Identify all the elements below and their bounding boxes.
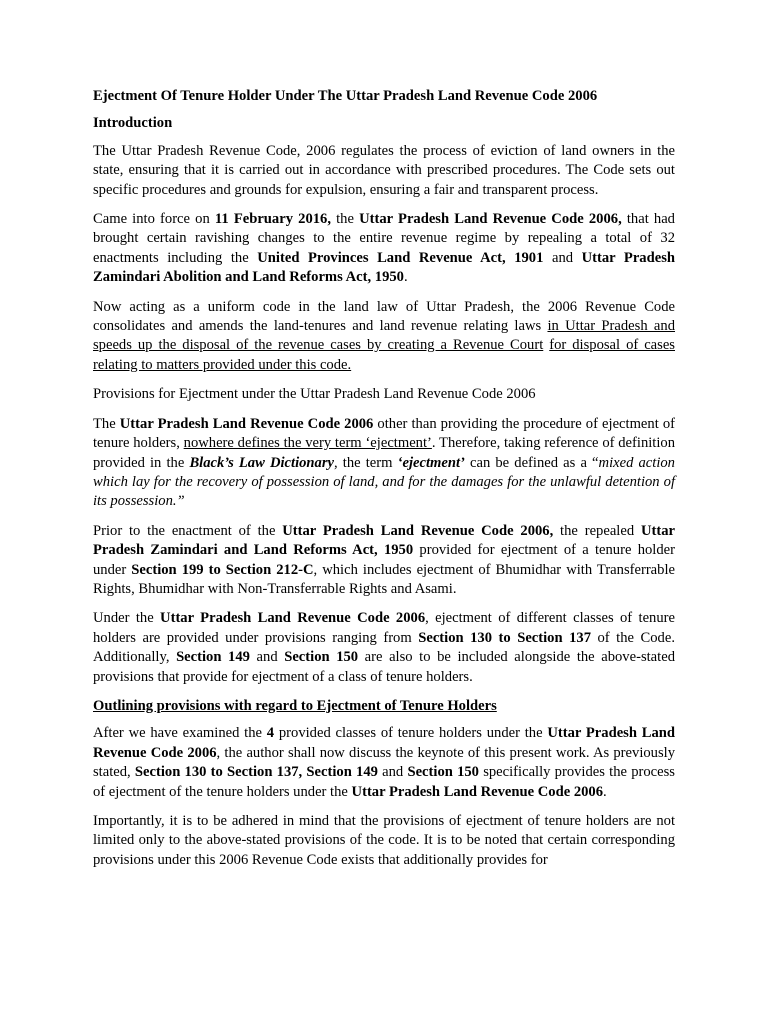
code-name-bold: Uttar Pradesh Land Revenue Code 2006: [160, 610, 426, 627]
text-run: specifically provides the process of ejectment of the tenure holders under the: [93, 764, 675, 800]
code-name-bold: Uttar Pradesh Land Revenue Code 2006: [93, 725, 676, 761]
code-name-bold: Uttar Pradesh Land Revenue Code 2006: [351, 783, 604, 800]
paragraph-provisions-heading: Provisions for Ejectment under the Uttar Pradesh Land Revenue Code 2006: [93, 386, 536, 403]
text-run: can be defined as a “: [464, 454, 599, 471]
text-run: are also to be included alongside the above-stated provisions that provide for ejectment of a class of tenure holders.: [93, 649, 675, 685]
text-run: .: [603, 783, 607, 800]
paragraph-definition: [93, 415, 675, 512]
text-run: and: [249, 649, 285, 666]
paragraph-prior-enactment: [93, 522, 675, 600]
text-run: .: [403, 269, 408, 286]
text-run: provided for ejectment of a tenure holder under: [93, 542, 675, 578]
paragraph-under-code: [93, 609, 675, 687]
act-name-bold: Uttar Pradesh Zamindari and Land Reforms Act, 1950: [93, 522, 675, 559]
text-run: After we have examined the: [93, 725, 267, 742]
date-bold: 11 February 2016,: [214, 211, 331, 228]
text-run: the repealed: [553, 522, 641, 539]
text-run: The: [93, 415, 120, 432]
text-run: Came into force on: [93, 211, 215, 228]
document-title: Ejectment Of Tenure Holder Under The Uttar Pradesh Land Revenue Code 2006: [93, 88, 598, 104]
text-run: Prior to the enactment of the: [93, 522, 283, 539]
underlined-heading: Outlining provisions with regard to Ejectment of Tenure Holders: [93, 697, 497, 714]
section-ref-bold: Section 130 to Section 137: [418, 629, 591, 646]
text-run: Now acting as a uniform code in the land law of Uttar Pradesh, the 2006 Revenue Code consolidates and amends the land-tenures and land revenue relating laws: [93, 298, 675, 335]
paragraph-importantly: Importantly, it is to be adhered in mind that the provisions of ejectment of tenure holders are not limited only to the above-stated provisions of the code. It is to be noted that certain corresponding provisions under this 2006 Revenue Code exists that additionally provides for: [93, 813, 675, 868]
act-name-bold: United Provinces Land Revenue Act, 1901: [257, 249, 544, 266]
code-name-bold: Uttar Pradesh Land Revenue Code 2006,: [359, 211, 622, 228]
document-body: [93, 87, 675, 880]
paragraph-came-into-force: [93, 210, 675, 288]
text-run: , the term: [334, 454, 398, 471]
text-run: of the Code. Additionally,: [93, 629, 675, 666]
text-run: other than providing the procedure of ejectment of tenure holders,: [93, 415, 675, 452]
text-run: and: [377, 764, 408, 781]
text-run: , which includes ejectment of Bhumidhar with Transferrable Rights, Bhumidhar with Non-Transferrable Rights and Asami.: [93, 561, 675, 597]
act-name-bold: Uttar Pradesh Zamindari Abolition and Land Reforms Act, 1950: [93, 249, 675, 286]
underlined-text: for disposal of cases relating to matters provided under this code.: [93, 337, 675, 373]
definition-quote: mixed action which lay for the recovery of possession of land, and for the damages for the unlawful detention of its possession.”: [93, 454, 675, 510]
number-bold: 4: [266, 725, 275, 742]
text-run: Under the: [93, 610, 161, 627]
section-ref-bold: Section 149: [176, 649, 250, 666]
paragraph-examined-classes: [93, 724, 675, 802]
text-run: . Therefore, taking reference of definition provided in the: [93, 435, 675, 471]
text-run: , the author shall now discuss the keynote of this present work. As previously stated,: [93, 744, 675, 781]
section-ref-bold: Section 130 to Section 137, Section 149: [134, 764, 378, 781]
term-ejectment: ‘ejectment’: [397, 454, 465, 471]
code-name-bold: Uttar Pradesh Land Revenue Code 2006,: [282, 522, 554, 539]
text-run: , ejectment of different classes of tenure holders are provided under provisions ranging from: [93, 610, 675, 646]
text-run: and: [543, 249, 582, 266]
section-heading-outline: [93, 697, 675, 716]
underlined-text: nowhere defines the very term ‘ejectment’: [183, 435, 432, 452]
paragraph-intro: The Uttar Pradesh Revenue Code, 2006 regulates the process of eviction of land owners in the state, ensuring that it is carried out in accordance with prescribed procedures. The Code sets out specific procedures and grounds for expulsion, ensuring a fair and transparent process.: [93, 142, 675, 198]
section-ref-bold: Section 150: [284, 649, 359, 666]
text-run: that had brought certain ravishing changes to the entire revenue regime by repealing a total of 32 enactments including the: [93, 211, 675, 266]
paragraph-uniform-code: [93, 298, 675, 376]
text-run: the: [330, 211, 360, 228]
code-name-bold: Uttar Pradesh Land Revenue Code 2006: [119, 415, 374, 432]
section-ref-bold: Section 199 to Section 212-C: [131, 561, 314, 578]
section-heading-introduction: Introduction: [93, 115, 173, 132]
dictionary-name: Black’s Law Dictionary: [189, 454, 334, 471]
section-ref-bold: Section 150: [407, 764, 479, 781]
text-run: provided classes of tenure holders under the: [274, 725, 548, 742]
underlined-text: in Uttar Pradesh and speeds up the disposal of the revenue cases by creating a Revenue Court: [93, 318, 676, 354]
